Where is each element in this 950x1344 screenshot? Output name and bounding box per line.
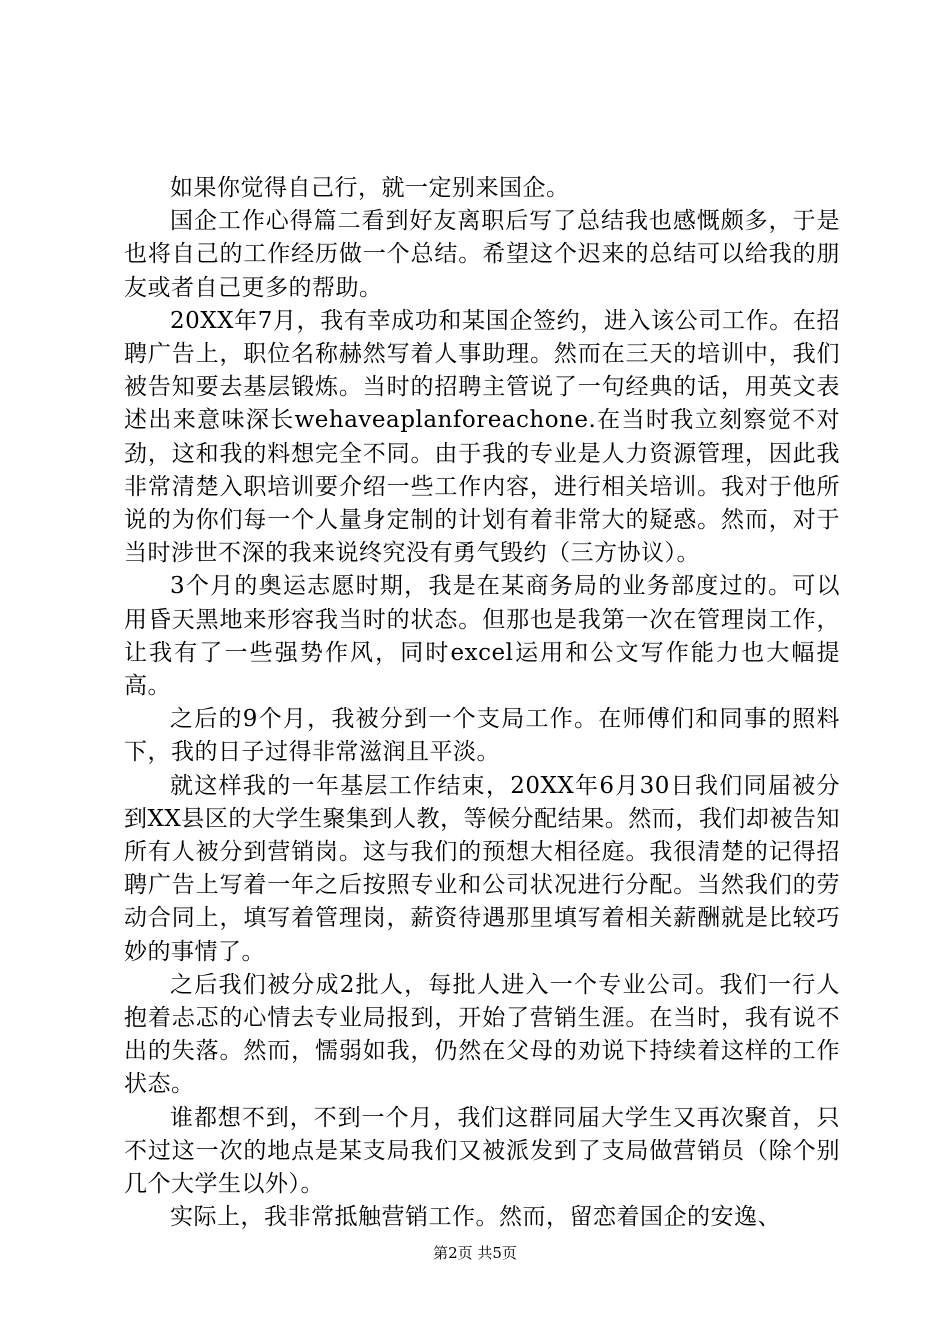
paragraph: 3个月的奥运志愿时期，我是在某商务局的业务部度过的。可以用昏天黑地来形容我当时的状态。但那也是我第一次在管理岗工作，让我有了一些强势作风，同时excel运用和公文写作能力也大幅提高。	[124, 573, 840, 700]
page-footer: 第2页 共5页	[433, 1244, 517, 1262]
paragraph: 之后我们被分成2批人，每批人进入一个专业公司。我们一行人抱着忐忑的心情去专业局报到，开始了营销生涯。在当时，我有说不出的失落。然而，懦弱如我，仍然在父母的劝说下持续着这样的工作状态。	[124, 971, 840, 1098]
paragraph: 之后的9个月，我被分到一个支局工作。在师傅们和同事的照料下，我的日子过得非常滋润且平淡。	[124, 706, 840, 766]
paragraph: 实际上，我非常抵触营销工作。然而，留恋着国企的安逸、	[170, 1204, 781, 1231]
paragraph: 就这样我的一年基层工作结束，20XX年6月30日我们同届被分到XX县区的大学生聚集到人教，等候分配结果。然而，我们却被告知所有人被分到营销岗。这与我们的预想大相径庭。我很清楚的记得招聘广告上写着一年之后按照专业和公司状况进行分配。当然我们的劳动合同上，填写着管理岗，薪资待遇那里填写着相关薪酬就是比较巧妙的事情了。	[124, 772, 840, 965]
paragraph: 如果你觉得自己行，就一定别来国企。	[170, 175, 570, 201]
paragraph: 20XX年7月，我有幸成功和某国企签约，进入该公司工作。在招聘广告上，职位名称赫然写着人事助理。然而在三天的培训中，我们被告知要去基层锻炼。当时的招聘主管说了一句经典的话，用英文表述出来意味深长wehaveaplanforeachone.在当时我立刻察觉不对劲，这和我的料想完全不同。由于我的专业是人力资源管理，因此我非常清楚入职培训要介绍一些工作内容，进行相关培训。我对于他所说的为你们每一个人量身定制的计划有着非常大的疑惑。然而，对于当时涉世不深的我来说终究没有勇气毁约（三方协议）。	[124, 307, 840, 567]
paragraph: 国企工作心得篇二看到好友离职后写了总结我也感慨颇多，于是也将自己的工作经历做一个总结。希望这个迟来的总结可以给我的朋友或者自己更多的帮助。	[124, 208, 840, 301]
paragraph: 谁都想不到，不到一个月，我们这群同届大学生又再次聚首，只不过这一次的地点是某支局我们又被派发到了支局做营销员（除个别几个大学生以外）。	[124, 1104, 840, 1198]
document-body	[124, 172, 840, 1235]
